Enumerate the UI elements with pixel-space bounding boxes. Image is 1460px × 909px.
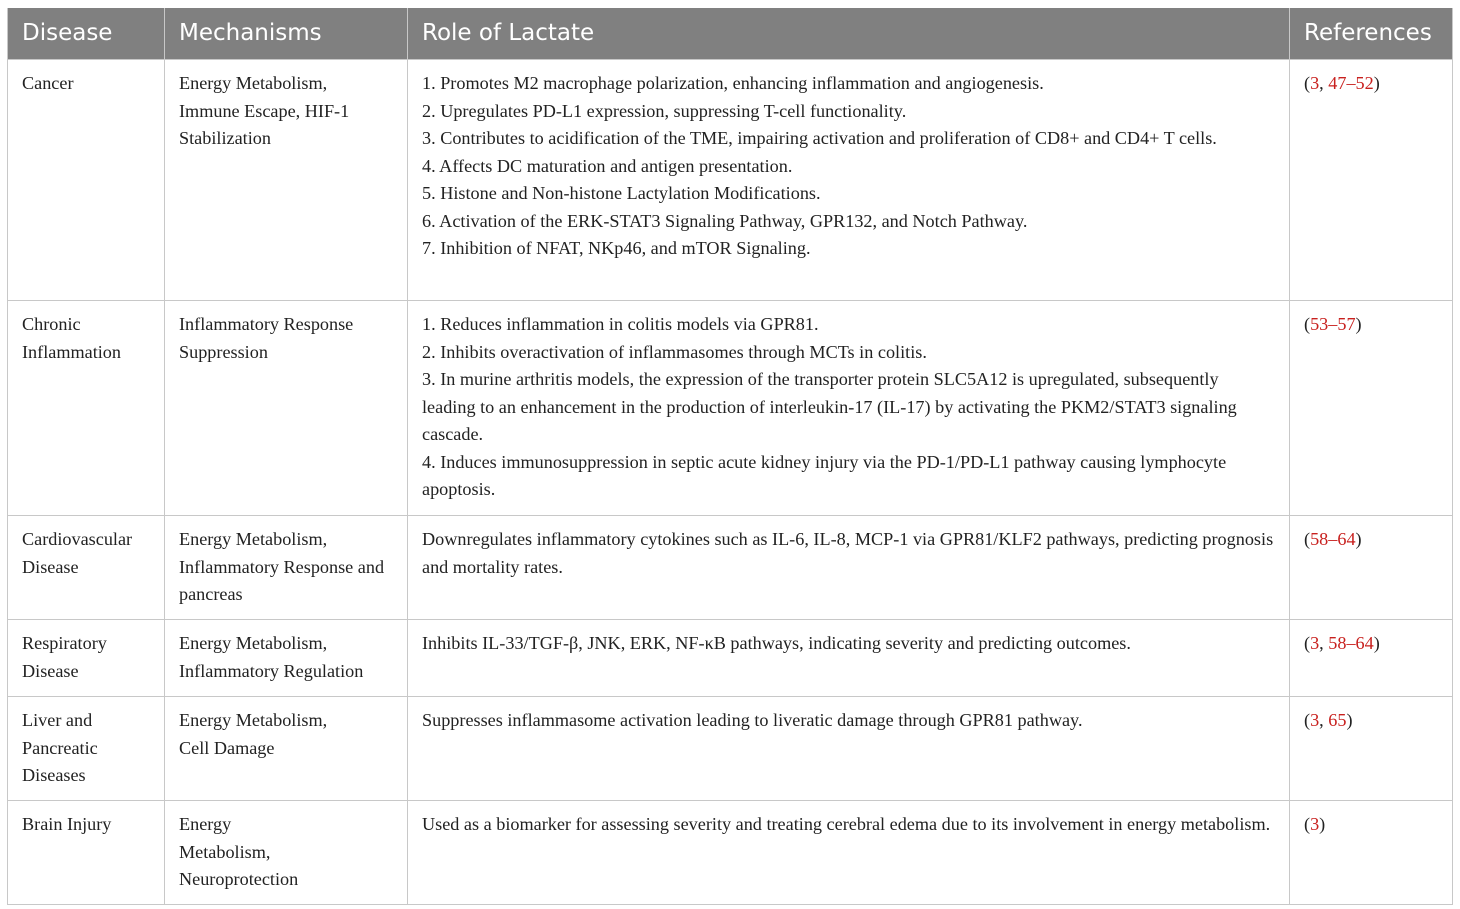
reference-link[interactable]: 47–52 xyxy=(1328,73,1374,93)
role-item: Suppresses inflammasome activation leading to liveratic damage through GPR81 pathway. xyxy=(422,710,1083,730)
header-references: References xyxy=(1290,8,1453,60)
references-cell: (3, 47–52) xyxy=(1290,60,1453,301)
role-item: 4. Affects DC maturation and antigen presentation. xyxy=(422,155,793,176)
role-item: 7. Inhibition of NFAT, NKp46, and mTOR Signaling. xyxy=(422,238,811,258)
header-role-of-lactate: Role of Lactate xyxy=(408,8,1290,60)
role-item: 6. Activation of the ERK-STAT3 Signaling Pathway, GPR132, and Notch Pathway. xyxy=(422,210,1028,231)
references-cell: (53–57) xyxy=(1290,301,1453,516)
references-cell: (3, 65) xyxy=(1290,697,1453,801)
reference-link[interactable]: 3 xyxy=(1310,73,1320,93)
reference-link[interactable]: 53–57 xyxy=(1310,314,1356,334)
references-cell: (3, 58–64) xyxy=(1290,620,1453,697)
role-cell xyxy=(408,516,1290,620)
header-disease: Disease xyxy=(8,8,165,60)
role-item: 1. Reduces inflammation in colitis models via GPR81. xyxy=(422,314,819,334)
role-cell xyxy=(408,620,1290,697)
disease-cell: Cardiovascular Disease xyxy=(8,516,165,620)
role-item: 3. In murine arthritis models, the expression of the transporter protein SLC5A12 is upregulated, subsequently leading to an enhancement in the production of interleukin-17 (IL-17) by activating the PKM2/STAT3 signaling cascade. xyxy=(422,369,1237,444)
role-item: 2. Inhibits overactivation of inflammasomes through MCTs in colitis. xyxy=(422,341,927,362)
role-item: Downregulates inflammatory cytokines such as IL-6, IL-8, MCP-1 via GPR81/KLF2 pathways, predicting prognosis and mortality rates. xyxy=(422,529,1274,577)
table-header xyxy=(8,8,1453,60)
role-item: 4. Induces immunosuppression in septic acute kidney injury via the PD-1/PD-L1 pathway causing lymphocyte apoptosis. xyxy=(422,451,1227,499)
mechanisms-cell: Energy Metabolism, Immune Escape, HIF-1 Stabilization xyxy=(165,60,408,301)
disease-cell: Liver and Pancreatic Diseases xyxy=(8,697,165,801)
reference-link[interactable]: 3 xyxy=(1310,633,1320,653)
reference-link[interactable]: 65 xyxy=(1328,710,1347,730)
role-item: Used as a biomarker for assessing severity and treating cerebral edema due to its involvement in energy metabolism. xyxy=(422,814,1271,834)
mechanisms-cell: Energy Metabolism, Inflammatory Regulation xyxy=(165,620,408,697)
role-item: 3. Contributes to acidification of the TME, impairing activation and proliferation of CD8+ and CD4+ T cells. xyxy=(422,128,1217,148)
table-row-chronic-inflammation xyxy=(8,301,1453,516)
role-item: Inhibits IL-33/TGF-β, JNK, ERK, NF-κB pathways, indicating severity and predicting outcomes. xyxy=(422,633,1131,653)
disease-cell: Respiratory Disease xyxy=(8,620,165,697)
table-row-respiratory-disease xyxy=(8,620,1453,697)
reference-link[interactable]: 3 xyxy=(1310,710,1320,730)
lactate-disease-table xyxy=(7,8,1453,905)
table-row-brain-injury xyxy=(8,801,1453,905)
table-row-cardiovascular-disease xyxy=(8,516,1453,620)
reference-link[interactable]: 3 xyxy=(1310,814,1320,834)
references-cell: (3) xyxy=(1290,801,1453,905)
header-row xyxy=(8,8,1453,60)
mechanisms-cell: Inflammatory Response Suppression xyxy=(165,301,408,516)
mechanisms-cell: Energy Metabolism, Cell Damage xyxy=(165,697,408,801)
disease-cell: Chronic Inflammation xyxy=(8,301,165,516)
reference-link[interactable]: 58–64 xyxy=(1328,633,1374,653)
references-cell: (58–64) xyxy=(1290,516,1453,620)
table-body xyxy=(8,60,1453,905)
mechanisms-cell: Energy Metabolism, Inflammatory Response and pancreas xyxy=(165,516,408,620)
table-row-liver-pancreatic-diseases xyxy=(8,697,1453,801)
mechanisms-cell: Energy Metabolism, Neuroprotection xyxy=(165,801,408,905)
role-cell xyxy=(408,301,1290,516)
role-item: 2. Upregulates PD-L1 expression, suppressing T-cell functionality. xyxy=(422,100,907,121)
header-mechanisms: Mechanisms xyxy=(165,8,408,60)
role-item: 1. Promotes M2 macrophage polarization, enhancing inflammation and angiogenesis. xyxy=(422,73,1044,93)
role-cell xyxy=(408,801,1290,905)
role-cell xyxy=(408,697,1290,801)
disease-cell: Brain Injury xyxy=(8,801,165,905)
table-row-cancer xyxy=(8,60,1453,301)
role-item: 5. Histone and Non-histone Lactylation Modifications. xyxy=(422,183,821,203)
role-cell xyxy=(408,60,1290,301)
reference-link[interactable]: 58–64 xyxy=(1310,529,1356,549)
disease-cell: Cancer xyxy=(8,60,165,301)
